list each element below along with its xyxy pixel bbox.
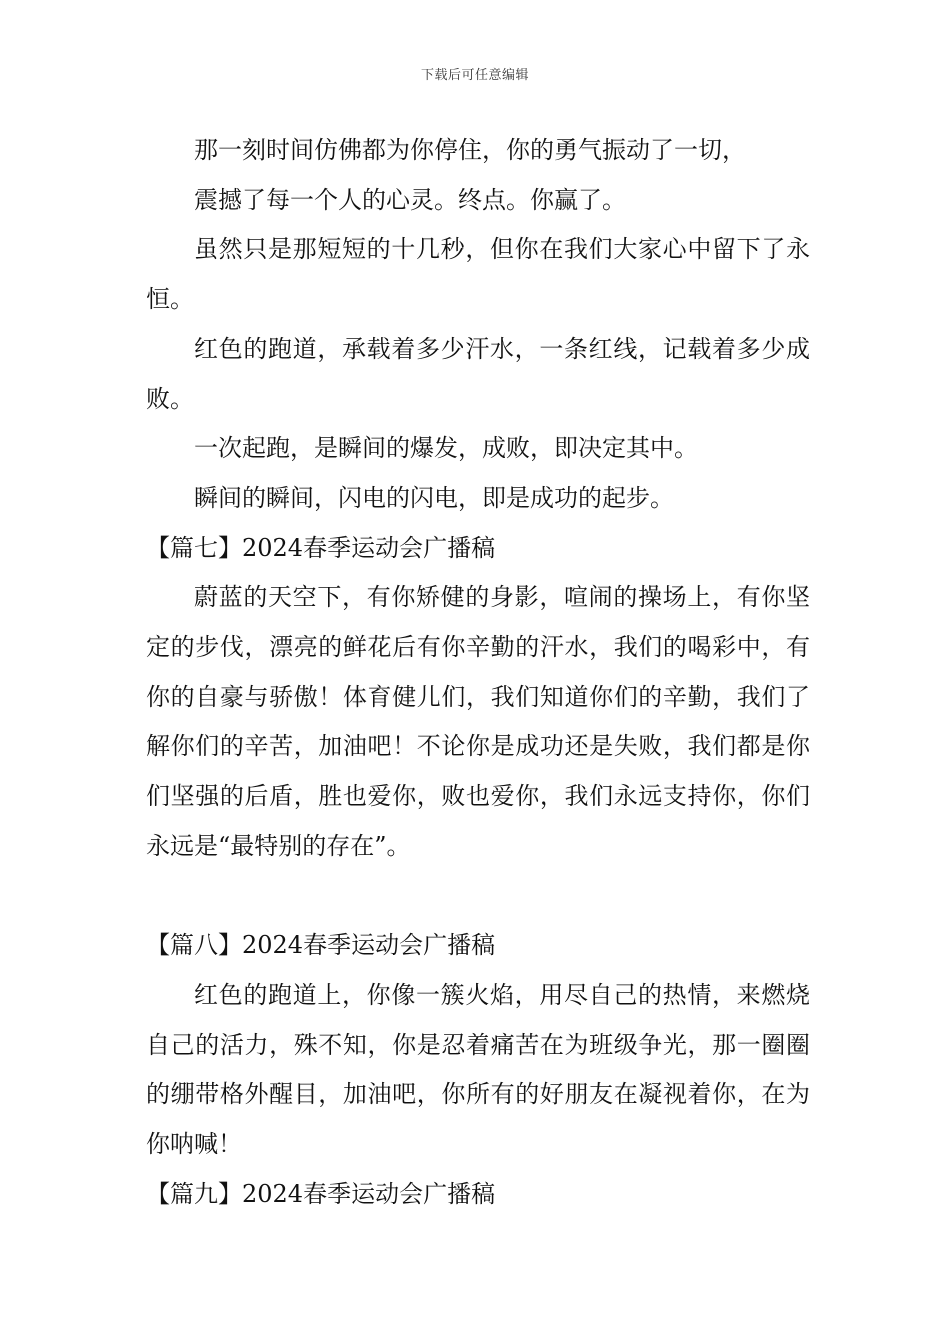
section-heading-8: 【篇八】2024春季运动会广播稿 [146,931,496,960]
document-body [146,126,810,1219]
paragraph: 瞬间的瞬间，闪电的闪电，即是成功的起步。 [194,483,674,512]
paragraph: 红色的跑道上，你像一簇火焰，用尽自己的热情，来燃烧自己的活力，殊不知，你是忍着痛苦在为班级争光，那一圈圈的绷带格外醒目，加油吧，你所有的好朋友在凝视着你，在为你呐喊！ [146,980,810,1159]
paragraph: 那一刻时间仿佛都为你停住，你的勇气振动了一切， [194,136,746,164]
paragraph: 一次起跑，是瞬间的爆发，成败，即决定其中。 [194,434,698,463]
paragraph: 震撼了每一个人的心灵。终点。你赢了。 [194,185,626,214]
page-header: 下载后可任意编辑 [420,68,529,83]
paragraph: 红色的跑道，承载着多少汗水，一条红线，记载着多少成败。 [146,334,810,413]
paragraph: 虽然只是那短短的十几秒，但你在我们大家心中留下了永恒。 [146,235,810,314]
blank-line [146,872,810,922]
paragraph: 蔚蓝的天空下，有你矫健的身影，喧闹的操场上，有你坚定的步伐，漂亮的鲜花后有你辛勤的汗水，我们的喝彩中，有你的自豪与骄傲！体育健儿们，我们知道你们的辛勤，我们了解你们的辛苦，加油吧！不论你是成功还是失败，我们都是你们坚强的后盾，胜也爱你，败也爱你，我们永远支持你，你们永远是“最特别的存在”。 [146,583,810,860]
section-heading-7: 【篇七】2024春季运动会广播稿 [146,533,496,562]
section-heading-9: 【篇九】2024春季运动会广播稿 [146,1179,496,1208]
